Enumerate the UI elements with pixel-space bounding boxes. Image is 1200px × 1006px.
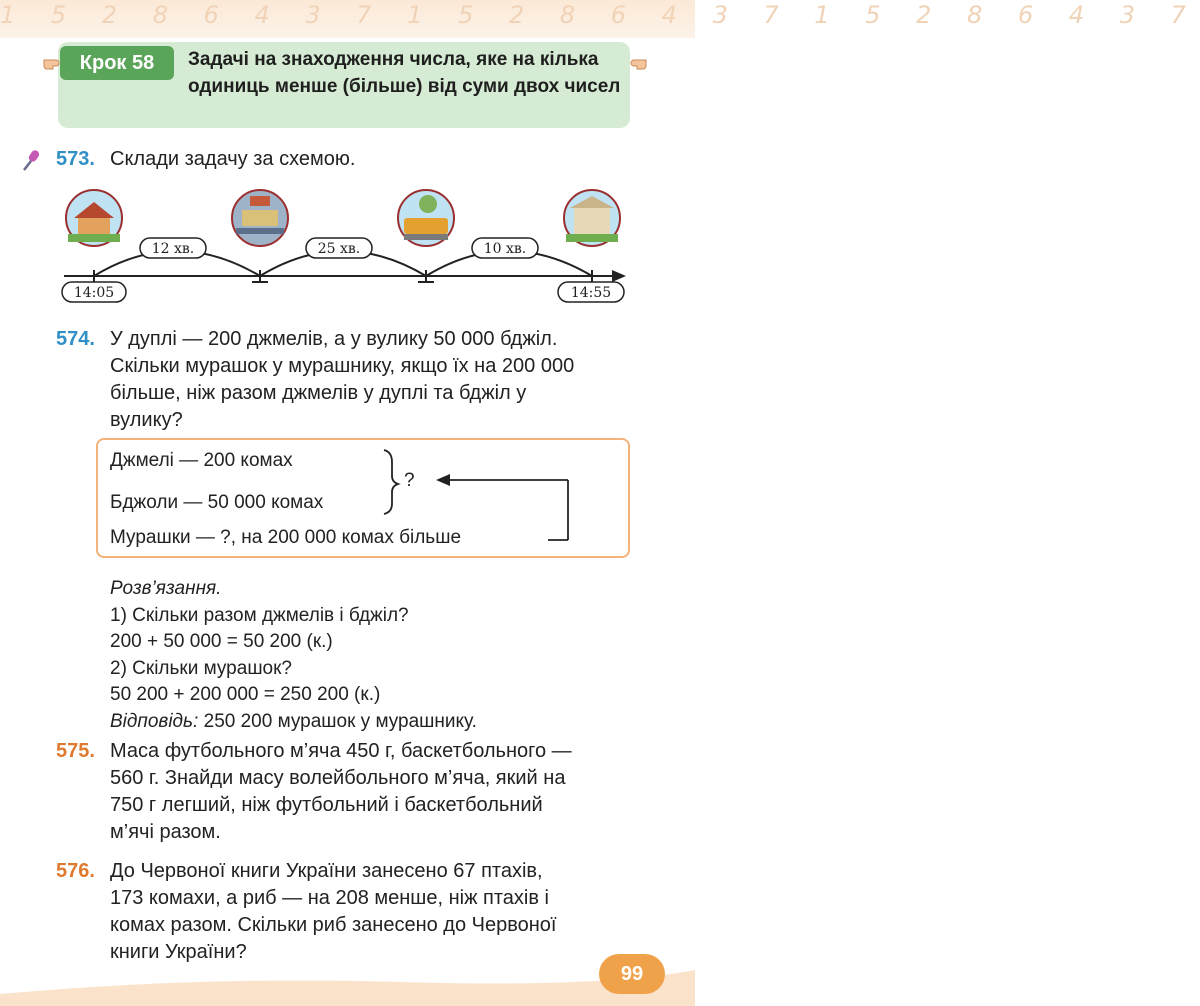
page-number: 99 <box>599 954 665 994</box>
bus-stop-picture <box>232 190 288 246</box>
solution-heading: Розв’язання. <box>110 578 222 599</box>
start-time: 14:05 <box>73 285 115 301</box>
condition-arrows <box>370 446 580 550</box>
time-scheme <box>56 188 636 306</box>
solution-equation-2: 50 200 + 200 000 = 250 200 (к.) <box>110 684 381 705</box>
task-number-575: 575. <box>56 740 95 762</box>
lesson-title: Задачі на знаходження числа, яке на кілька одиниць менше (більше) від суми двох чисел <box>188 49 621 97</box>
solution-answer <box>110 709 477 736</box>
background-digits: 1 5 2 8 6 4 3 7 1 5 2 8 6 4 3 7 1 5 2 8 6 4 3 7 <box>0 1 1200 29</box>
condition-question-mark: ? <box>404 470 415 491</box>
task-576-line: До Червоної книги України занесено 67 птахів, <box>110 860 543 882</box>
theatre-picture <box>564 190 620 246</box>
task-575-line: 560 г. Знайди масу волейбольного м’яча, який на <box>110 767 566 789</box>
task-number-574: 574. <box>56 328 95 350</box>
task-575-line: м’ячі разом. <box>110 821 221 843</box>
task-575-line: 750 г легший, ніж футбольний і баскетбольний <box>110 794 543 816</box>
top-decorative-band <box>0 0 1200 38</box>
task-574-line: вулику? <box>110 409 183 431</box>
answer-text: 250 200 мурашок у мурашнику. <box>203 710 477 732</box>
home-picture <box>66 190 122 246</box>
segment-label-1: 12 хв. <box>151 241 195 257</box>
microphone-icon <box>18 146 46 174</box>
solution-step-1: 1) Скільки разом джмелів і бджіл? <box>110 604 409 626</box>
solution-step-2: 2) Скільки мурашок? <box>110 657 293 679</box>
segment-label-2: 25 хв. <box>317 241 361 257</box>
task-574-line: більше, ніж разом джмелів у дуплі та бджіл у <box>110 382 527 404</box>
solution <box>110 576 477 735</box>
task-574-line: Скільки мурашок у мурашнику, якщо їх на 200 000 <box>110 355 575 377</box>
end-time: 14:55 <box>570 285 612 301</box>
task-number-576: 576. <box>56 860 95 882</box>
answer-label: Відповідь: <box>110 710 199 732</box>
task-576-line: 173 комахи, а риб — на 208 менше, ніж птахів і <box>110 887 549 909</box>
condition-line-ants: Мурашки — ?, на 200 000 комах більше <box>110 527 462 548</box>
task-573-text: Склади задачу за схемою. <box>110 148 356 170</box>
task-575-line: Маса футбольного м’яча 450 г, баскетбольного — <box>110 740 572 762</box>
task-number-573: 573. <box>56 148 95 170</box>
bottom-decorative-wave <box>0 960 695 1006</box>
task-576-line: комах разом. Скільки риб занесено до Червоної <box>110 914 557 936</box>
condition-line-bumblebees: Джмелі — 200 комах <box>110 450 293 471</box>
solution-equation-1: 200 + 50 000 = 50 200 (к.) <box>110 631 333 652</box>
task-574-line: У дуплі — 200 джмелів, а у вулику 50 000 бджіл. <box>110 328 558 350</box>
condition-line-bees: Бджоли — 50 000 комах <box>110 492 324 513</box>
task-576-line: книги України? <box>110 941 247 963</box>
segment-label-3: 10 хв. <box>483 241 527 257</box>
step-badge: Крок 58 <box>60 46 174 80</box>
tram-picture <box>398 190 454 246</box>
